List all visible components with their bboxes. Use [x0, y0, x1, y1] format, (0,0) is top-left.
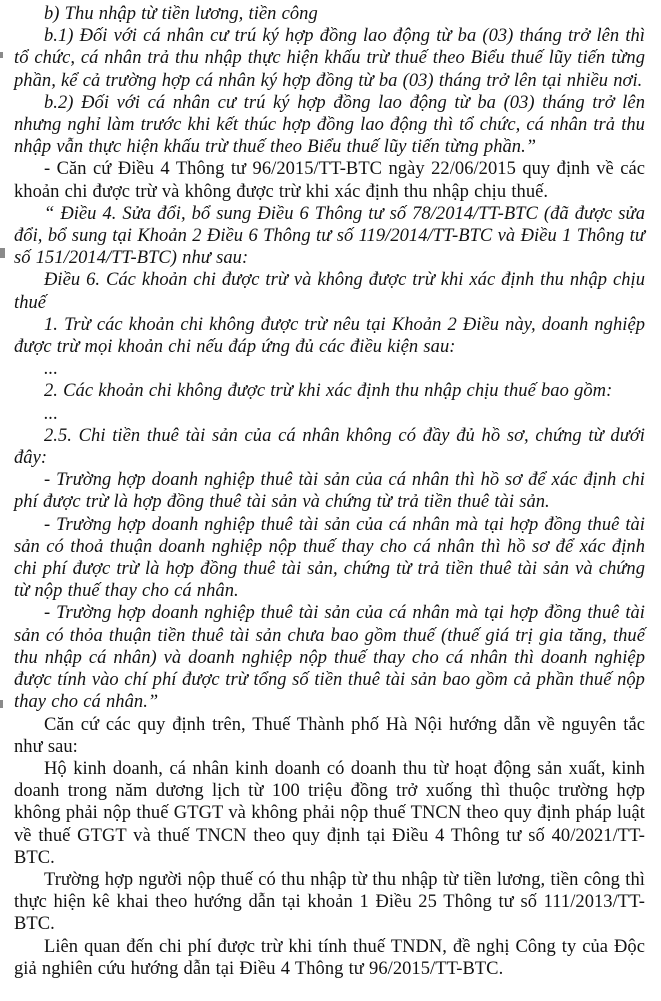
para-article6-heading: Điều 6. Các khoản chi được trừ và không được trừ khi xác định thu nhập chịu thuế: [14, 270, 645, 313]
para-cite-circular-96-2015: - Căn cứ Điều 4 Thông tư 96/2015/TT-BTC ngày 22/06/2015 quy định về các khoản chi được trừ và không được trừ khi xác định thu nhập chịu thuế.: [14, 159, 645, 202]
para-b-income-salary: b) Thu nhập từ tiền lương, tiền công: [44, 4, 318, 24]
para-clause1-deductible-conditions: 1. Trừ các khoản chi không được trừ nêu tại Khoản 2 Điều này, doanh nghiệp được trừ mọi khoản chi nếu đáp ứng đủ các điều kiện sau:: [14, 314, 645, 358]
para-ellipsis-2: ...: [44, 403, 59, 424]
scan-noise-speck: [0, 52, 3, 58]
para-case-tax-exclusive-rent: - Trường hợp doanh nghiệp thuê tài sản của cá nhân mà tại hợp đồng thuê tài sản có thỏa thuận tiền thuê tài sản chưa bao gồm thuế (thuế giá trị gia tăng, thuế thu nhập cá nhân) và doanh nghiệp nộp thuế thay cho cá nhân thì doanh nghiệp được tính vào chí phí được trừ tổng số tiền thuê tài sản bao gồm cả phần thuế nộp thay cho cá nhân.”: [14, 603, 645, 713]
scan-noise-speck: [0, 700, 3, 708]
para-guidance-cit-reference: Liên quan đến chi phí được trừ khi tính thuế TNDN, đề nghị Công ty của Độc giả nghiên cứu hướng dẫn tại Điều 4 Thông tư 96/2015/TT-BTC.: [14, 936, 645, 979]
para-clause2-nondeductible: 2. Các khoản chi không được trừ khi xác định thu nhập chịu thuế bao gồm:: [44, 381, 613, 402]
para-b2-withholding-early-leave: b.2) Đối với cá nhân cư trú ký hợp đồng lao động từ ba (03) tháng trở lên nhưng nghỉ làm trước khi kết thúc hợp đồng lao động thì tổ chức, cá nhân trả thu nhập vẫn thực hiện khấu trừ thuế theo Biểu thuế lũy tiến từng phần.”: [14, 92, 645, 158]
para-guidance-intro-hanoi-tax: Căn cứ các quy định trên, Thuế Thành phố Hà Nội hướng dẫn về nguyên tắc như sau:: [14, 714, 645, 757]
para-guidance-salary-declaration: Trường hợp người nộp thuế có thu nhập từ thu nhập từ tiền lương, tiền công thì thực hiện kê khai theo hướng dẫn tại khoản 1 Điều 25 Thông tư số 111/2013/TT-BTC.: [14, 869, 645, 935]
scan-noise-speck: [0, 248, 5, 258]
para-article4-amendment-quote: “ Điều 4. Sửa đổi, bổ sung Điều 6 Thông tư số 78/2014/TT-BTC (đã được sửa đổi, bổ sung tại Khoản 2 Điều 6 Thông tư số 119/2014/TT-BTC và Điều 1 Thông tư số 151/2014/TT-BTC) như sau:: [14, 203, 645, 269]
para-guidance-household-threshold: Hộ kinh doanh, cá nhân kinh doanh có doanh thu từ hoạt động sản xuất, kinh doanh trong năm dương lịch từ 100 triệu đồng trở xuống thì thuộc trường hợp không phải nộp thuế GTGT và không phải nộp thuế TNCN theo quy định pháp luật về thuế GTGT và thuế TNCN theo quy định tại Điều 4 Thông tư số 40/2021/TT-BTC.: [14, 758, 645, 868]
para-ellipsis-1: ...: [44, 359, 59, 380]
para-case-rental-contract-docs: - Trường hợp doanh nghiệp thuê tài sản của cá nhân thì hồ sơ để xác định chi phí được trừ là hợp đồng thuê tài sản và chứng từ trả tiền thuê tài sản.: [14, 470, 645, 513]
para-clause25-rental-expense: 2.5. Chi tiền thuê tài sản của cá nhân không có đầy đủ hồ sơ, chứng từ dưới đây:: [14, 425, 645, 469]
para-case-tax-paid-on-behalf: - Trường hợp doanh nghiệp thuê tài sản của cá nhân mà tại hợp đồng thuê tài sản có thoả thuận doanh nghiệp nộp thuế thay cho cá nhân thì hồ sơ để xác định chi phí được trừ là hợp đồng thuê tài sản, chứng từ trả tiền thuê tài sản và chứng từ nộp thuế thay cho cá nhân.: [14, 514, 645, 602]
para-b1-withholding-progressive: b.1) Đối với cá nhân cư trú ký hợp đồng lao động từ ba (03) tháng trở lên thì tổ chức, cá nhân trả thu nhập thực hiện khấu trừ thuế theo Biểu thuế lũy tiến từng phần, kể cả trường hợp cá nhân ký hợp đồng từ ba (03) tháng trở lên tại nhiều nơi.: [14, 26, 645, 91]
